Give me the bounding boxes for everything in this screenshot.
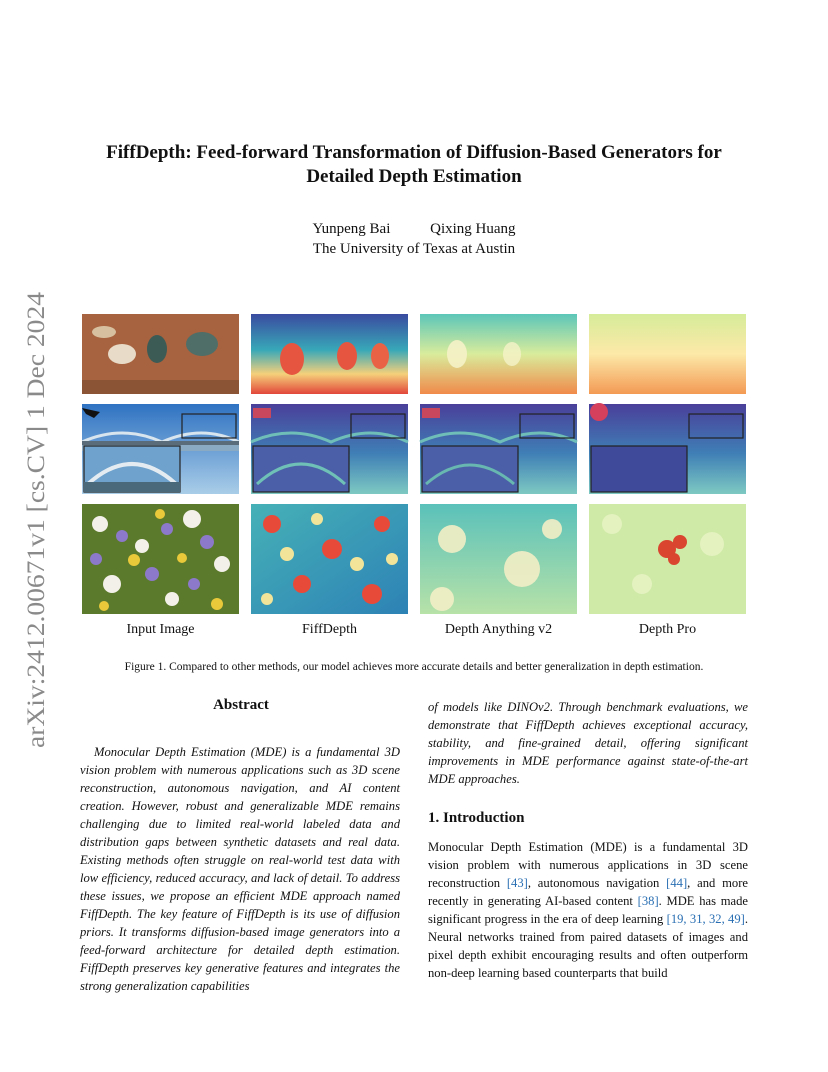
mural-depth-pro-map bbox=[589, 314, 746, 394]
depth-pro-column bbox=[589, 314, 746, 614]
author-1: Yunpeng Bai bbox=[312, 221, 391, 237]
abstract-continued-text: of models like DINOv2. Through benchmark evaluations, we demonstrate that FiffDepth achieves exceptional accuracy, stability, and fine-grained detail, offering significant improvements in MDE performance against state-of-the-art MDE approaches. bbox=[428, 700, 748, 786]
intro-text-2: , autonomous navigation bbox=[527, 876, 667, 890]
mural-depth-anything-v2-map bbox=[420, 314, 577, 394]
caption-input-image: Input Image bbox=[126, 622, 195, 637]
caption-depth-anything-v2: Depth Anything v2 bbox=[444, 622, 553, 637]
introduction-text bbox=[428, 838, 748, 982]
title-line-1: FiffDepth: Feed-forward Transformation of Diffusion-Based Generators for bbox=[106, 142, 722, 163]
arxiv-identifier-text: arXiv:2412.00671v1 [cs.CV] 1 Dec 2024 bbox=[23, 334, 50, 748]
intro-text-4: . MDE has made significant progress in the era of deep learning bbox=[428, 894, 749, 926]
abstract-heading: Abstract bbox=[213, 697, 269, 713]
input-image-column bbox=[82, 314, 239, 614]
figure-caption: Figure 1. Compared to other methods, our model achieves more accurate details and better generalization in depth estimation. bbox=[124, 661, 704, 673]
citation-19-31-32-49[interactable]: [19, 31, 32, 49] bbox=[666, 912, 745, 926]
depth-anything-v2-column bbox=[420, 314, 577, 614]
caption-depth-pro: Depth Pro bbox=[638, 622, 697, 637]
arxiv-identifier bbox=[20, 290, 50, 750]
abstract-text: Monocular Depth Estimation (MDE) is a fundamental 3D vision problem with numerous applications such as 3D scene reconstruction, autonomous navigation, and AI content creation. However, robust and generalizable MDE remains challenging due to limited real-world labeled data and distribution gaps between synthetic datasets and real data. Existing methods often struggle on real-world test data with low efficiency, reduced accuracy, and lack of detail. To address these issues, we propose an efficient MDE approach named FiffDepth. The key feature of FiffDepth is its use of diffusion priors. It transforms diffusion-based image generators into a feed-forward architecture for detailed depth estimation. FiffDepth preserves key generative features and integrates the strong generalization capabilities bbox=[80, 745, 400, 993]
title-line-2: Detailed Depth Estimation bbox=[306, 166, 522, 187]
introduction-heading: 1. Introduction bbox=[428, 810, 525, 826]
citation-43[interactable]: [43] bbox=[506, 876, 528, 890]
citation-44[interactable]: [44] bbox=[666, 876, 688, 890]
affiliation: The University of Texas at Austin bbox=[312, 241, 516, 257]
intro-text-3: , and more recently in generating AI-based content bbox=[428, 876, 748, 908]
abstract-right-column bbox=[428, 698, 748, 788]
fiffdepth-column bbox=[251, 314, 408, 614]
author-2: Qixing Huang bbox=[430, 221, 516, 237]
caption-fiffdepth: FiffDepth bbox=[302, 622, 357, 637]
abstract-left-column bbox=[80, 743, 400, 995]
figure-1 bbox=[82, 314, 746, 614]
intro-text-5: . Neural networks trained from paired datasets of images and pixel depth exhibit encouraging results and often outperform non-deep learning based counterparts that build bbox=[428, 912, 749, 980]
citation-38[interactable]: [38] bbox=[637, 894, 659, 908]
paper-title bbox=[90, 141, 738, 189]
intro-text-1: Monocular Depth Estimation (MDE) is a fundamental 3D vision problem with numerous applications in 3D scene reconstruction bbox=[428, 840, 748, 890]
author-list bbox=[0, 219, 828, 239]
